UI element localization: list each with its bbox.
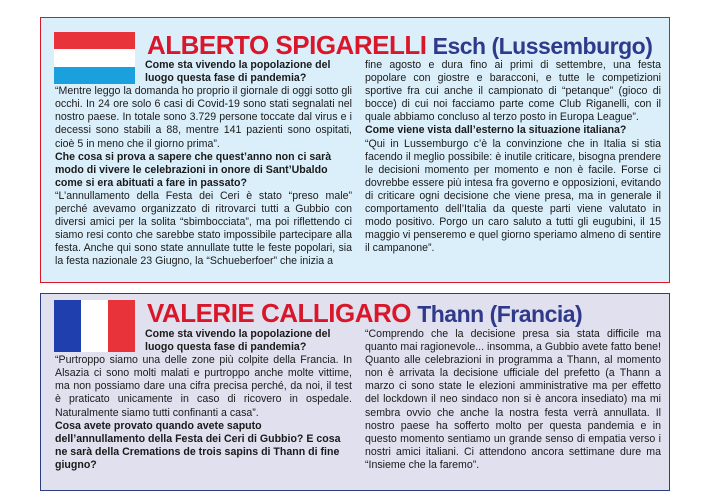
interview-title xyxy=(147,30,652,61)
interviewee-name: VALERIE CALLIGARO xyxy=(147,298,412,328)
interviewee-place: Esch (Lussemburgo) xyxy=(432,33,653,59)
question: Come sta vivendo la popolazione del luogo questa fase di pandemia? xyxy=(145,328,331,354)
answer: “Purtroppo siamo una delle zone più colpite della Francia. In Alsazia ci sono molti malati e purtroppo anche molte vittime, ma non possiamo dare una cifra precisa perché, da noi, il test è praticato unicamente in caso di ricovero in ospedale. Naturalmente siamo tutti confinanti a casa”. xyxy=(55,354,352,419)
answer: “L’annullamento della Festa dei Ceri è stato “preso male” perché avevamo organizzato di ritrovarci tutti a Gubbio con diversi amici per la solita “sbimbocciata”, ma poi riflettendo ci siamo resi conto che sarebbe stato impossibile partecipare alla festa. Anche qui sono state annullate tutte le feste popolari, sia la festa nazionale 23 Giugno, la “Schueberfoer” che inizia a xyxy=(55,189,352,268)
column-left xyxy=(55,59,352,269)
question: Cosa avete provato quando avete saputo dell’annullamento della Festa dei Ceri di Gubbio? E cosa ne sarà della Cremations de trois sapins di Thann di fine giugno? xyxy=(55,419,341,471)
answer: “Mentre leggo la domanda ho proprio il giornale di oggi sotto gli occhi. In 24 ore solo 6 casi di Covid-19 sono stati segnalati nel nostro paese. In totale sono 3.729 persone toccate dal virus e i decessi sono stabili a 88, mentre 141 pazienti sono ospitati, cioè 5 in meno che il giorno prima”. xyxy=(55,85,352,150)
interviewee-name: ALBERTO SPIGARELLI xyxy=(147,30,427,60)
column-left xyxy=(55,328,352,472)
answer: fine agosto e dura fino ai primi di settembre, una festa popolare con giostre e baracconi, e tutte le competizioni sportive fra cui anche il campionato di “petanque” (gioco di bocce) di cui noi facciamo parte come Club Riganelli, con il quale abbiamo concluso al terzo posto in Europa League”. xyxy=(365,59,661,124)
column-right xyxy=(365,59,661,255)
question: Come sta vivendo la popolazione del luogo questa fase di pandemia? xyxy=(145,59,331,85)
question: Che cosa si prova a sapere che quest’anno non ci sarà modo di vivere le celebrazioni in onore di Sant’Ubaldo come si era abituati a fare in passato? xyxy=(55,150,332,189)
question: Come viene vista dall’esterno la situazione italiana? xyxy=(365,124,627,137)
answer: “Qui in Lussemburgo c’è la convinzione che in Italia si stia facendo il meglio possibile: è inutile criticare, bisogna prendere le decisioni momento per momento e non è facile. Forse ci dovrebbe essere più intesa fra governo e opposizioni, evitando di criticare ogni decisione che viene presa, ma in generale il comportamento dell’Italia da queste parti viene valutato in modo positivo. Porgo un caro saluto a tutti gli eugubini, il 15 maggio vi penseremo e quel giorno speriamo almeno di sentire il campanone”. xyxy=(365,137,661,255)
answer: “Comprendo che la decisione presa sia stata difficile ma quanto mai ragionevole... insomma, a Gubbio avete fatto bene! Quanto alle celebrazioni in programma a Thann, al momento non è arrivata la decisione ufficiale del prefetto (a Thann a marzo ci sono state le elezioni amministrative ma per effetto del lockdown il neo sindaco non si è ancora insediato) ma mi sembra ovvio che anche la nostra festa verrà annullata. Il nostro paese ha sofferto molto per questa pandemia e in questo momento sentiamo un grande senso di empatia verso i nostri amici italiani. Ci attendono ancora settimane dure ma “Insieme che la faremo”. xyxy=(365,328,661,471)
interviewee-place: Thann (Francia) xyxy=(417,301,583,327)
interview-panel-luxembourg xyxy=(40,17,670,283)
column-right xyxy=(365,328,661,472)
interview-panel-france xyxy=(40,293,670,491)
interview-title xyxy=(147,298,582,329)
